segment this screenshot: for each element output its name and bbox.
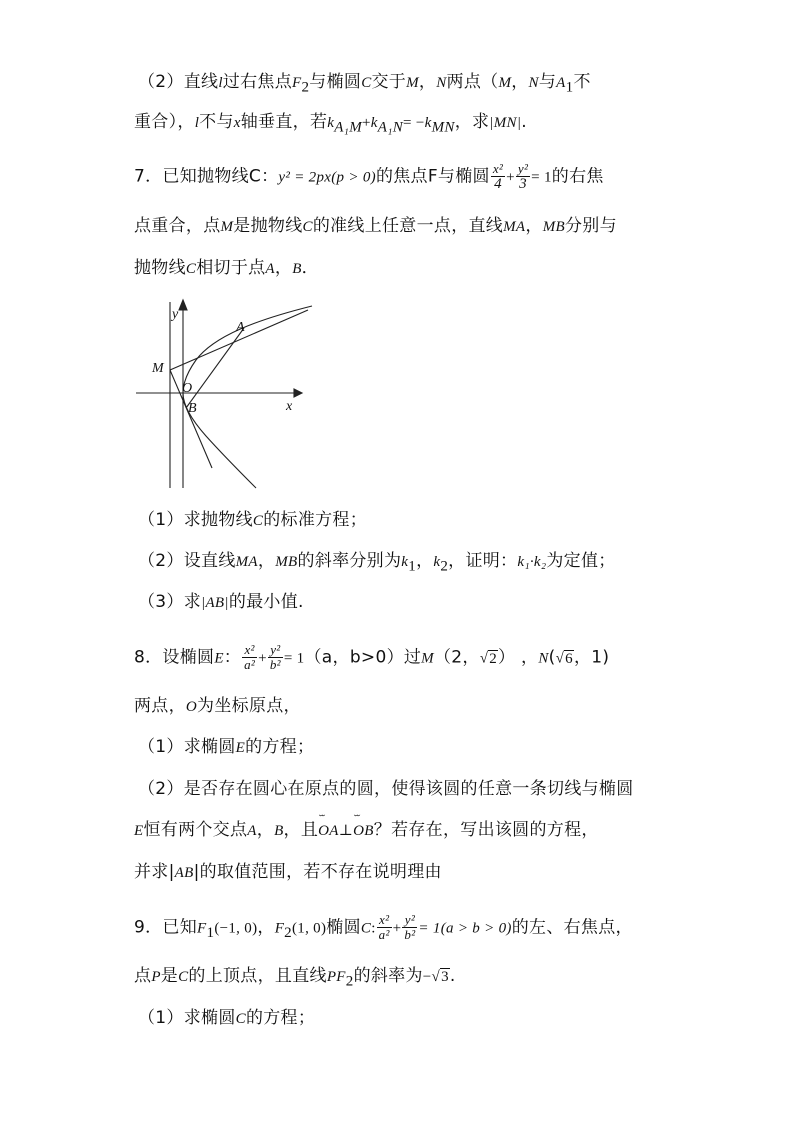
sqrt-2: √2 bbox=[479, 650, 498, 667]
x-axis-arrow bbox=[294, 389, 302, 397]
sqrt-3: √3 bbox=[431, 969, 449, 985]
chord-ab bbox=[186, 328, 244, 408]
p8-q2-line3: 并求|AB|的取值范围，若不存在说明理由 bbox=[134, 862, 442, 882]
vector-ob: ˘˘ OB bbox=[353, 819, 374, 843]
label-b: B bbox=[188, 401, 197, 416]
p9-x-fraction: $\frac{\text{x²}}{\text{a²}}$ bbox=[378, 912, 390, 942]
vector-oa: ˘˘ OA bbox=[318, 819, 339, 843]
p9-line2: 点P是C的上顶点，且直线$PF_2$的斜率为−√3. bbox=[134, 966, 456, 990]
parabola-curve bbox=[183, 306, 312, 488]
label-x: x bbox=[286, 399, 293, 414]
p8-line1: 8．设椭圆E： $\frac{\text{x²}}{\text{a²}}$ + $\frac{\text{y²}}{\text{b²}}$ = 1（a，b>0）过M（2，√2） ，N(√6，1) bbox=[134, 642, 610, 672]
p9-line1: 9．已知$F_1(-1$, 0)，$F_2(1$, 0)椭圆C: $\frac{\text{x²}}{\text{a²}}$ + $\frac{\text{y²}}{\text{b²}}$ = 1(a > b > 0)的左、右焦点， bbox=[134, 912, 633, 942]
p8-line2: 两点，O为坐标原点， bbox=[134, 696, 301, 716]
p9-y-fraction: $\frac{\text{y²}}{\text{b²}}$ bbox=[404, 912, 416, 942]
p7-line1: 7．已知抛物线C：y² = 2px(p > 0)的焦点F与椭圆 $\frac{\text{x²}}{4}$ + $\frac{\text{y²}}{3}$ = 1的右焦 bbox=[134, 161, 604, 192]
ellipse-x-fraction: $\frac{\text{x²}}{4}$ bbox=[492, 161, 504, 192]
y-axis-arrow bbox=[179, 300, 187, 310]
sqrt-6: √6 bbox=[555, 650, 573, 667]
p7-q3: （3）求|AB|的最小值. bbox=[138, 592, 304, 612]
p8-q2-line2: E恒有两个交点A，B，且˘˘ OA⊥˘˘ OB？若存在，写出该圆的方程， bbox=[134, 818, 599, 843]
p8-x-fraction: $\frac{\text{x²}}{\text{a²}}$ bbox=[244, 642, 256, 672]
label-o: O bbox=[182, 381, 193, 396]
p6-q2-line1: （2）直线l过右焦点$F_2$与椭圆C交于M，N两点（M，N与$A_1$不 bbox=[138, 72, 591, 96]
p7-q1: （1）求抛物线C的标准方程； bbox=[138, 510, 368, 530]
label-m: M bbox=[152, 361, 164, 376]
label-y: y bbox=[172, 307, 179, 322]
label-a: A bbox=[236, 320, 245, 335]
ellipse-y-fraction: $\frac{\text{y²}}{3}$ bbox=[517, 161, 529, 192]
p9-q1: （1）求椭圆C的方程； bbox=[138, 1008, 316, 1028]
tangent-ma bbox=[170, 310, 308, 370]
p6-q2-line2: 重合），l不与x轴垂直，若$k_{A_1M}+k_{A_1N}= -k_{MN}$，求|MN|. bbox=[134, 112, 527, 136]
p7-line2: 点重合，点M是抛物线C的准线上任意一点，直线MA，MB分别与 bbox=[134, 216, 617, 236]
p8-y-fraction: $\frac{\text{y²}}{\text{b²}}$ bbox=[269, 642, 281, 672]
p8-q2-line1: （2）是否存在圆心在原点的圆，使得该圆的任意一条切线与椭圆 bbox=[138, 779, 634, 799]
p8-q1: （1）求椭圆E的方程； bbox=[138, 737, 315, 757]
p7-q2: （2）设直线MA，MB的斜率分别为$k_1$，$k_2$，证明：k₁·k₂为定值； bbox=[138, 551, 616, 575]
parabola-tangent-figure bbox=[136, 296, 316, 491]
p7-line3: 抛物线C相切于点A，B． bbox=[134, 258, 319, 278]
